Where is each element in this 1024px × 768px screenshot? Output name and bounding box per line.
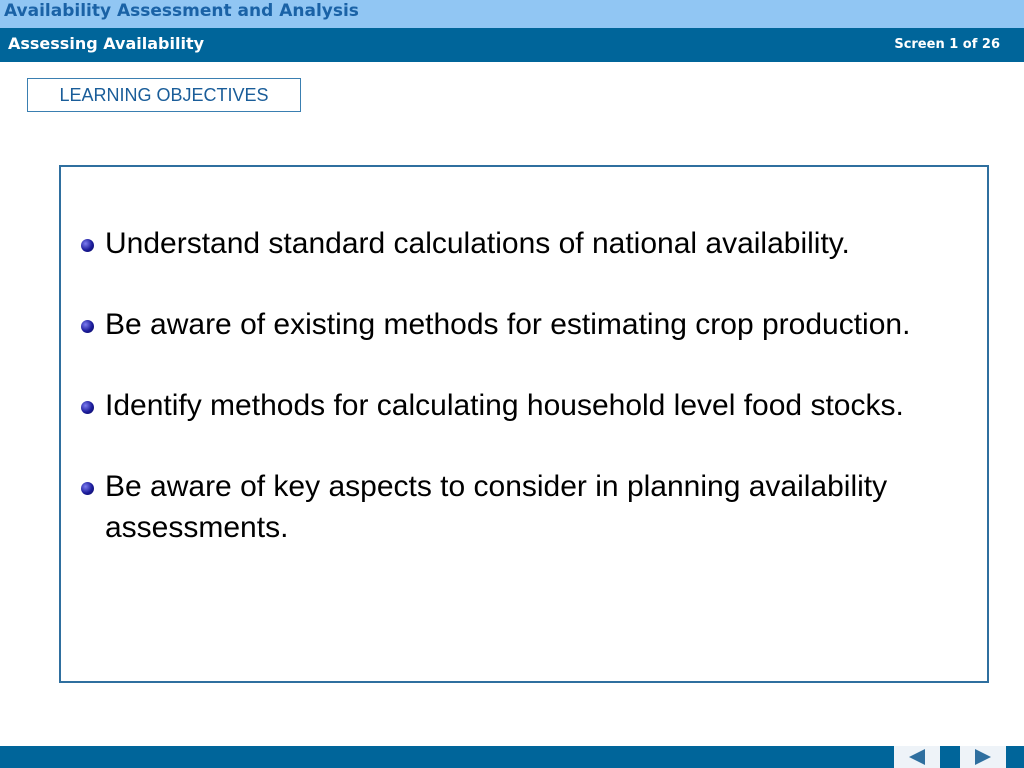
previous-screen-button[interactable] <box>894 746 940 768</box>
objectives-panel <box>59 165 989 683</box>
objective-item <box>81 385 961 426</box>
course-title: Availability Assessment and Analysis <box>4 1 359 21</box>
right-arrow-icon <box>960 746 1006 768</box>
objective-text: Identify methods for calculating household level food stocks. <box>105 389 904 422</box>
module-title: Assessing Availability <box>8 34 205 53</box>
section-label: LEARNING OBJECTIVES <box>27 78 301 112</box>
bullet-icon <box>81 401 94 414</box>
next-screen-button[interactable] <box>960 746 1006 768</box>
module-header-bar <box>0 28 1024 62</box>
footer-bar <box>0 746 1024 768</box>
bullet-icon <box>81 320 94 333</box>
bullet-icon <box>81 239 94 252</box>
screen-counter: Screen 1 of 26 <box>894 37 1000 52</box>
course-header-bar <box>0 0 1024 28</box>
objective-item <box>81 466 961 548</box>
objective-item <box>81 304 961 345</box>
objective-item <box>81 223 961 264</box>
objective-text: Be aware of key aspects to consider in planning availability assessments. <box>105 470 888 544</box>
bullet-icon <box>81 482 94 495</box>
objective-text: Understand standard calculations of national availability. <box>105 227 850 260</box>
objective-text: Be aware of existing methods for estimating crop production. <box>105 308 911 341</box>
objectives-list <box>81 223 961 588</box>
left-arrow-icon <box>894 746 940 768</box>
